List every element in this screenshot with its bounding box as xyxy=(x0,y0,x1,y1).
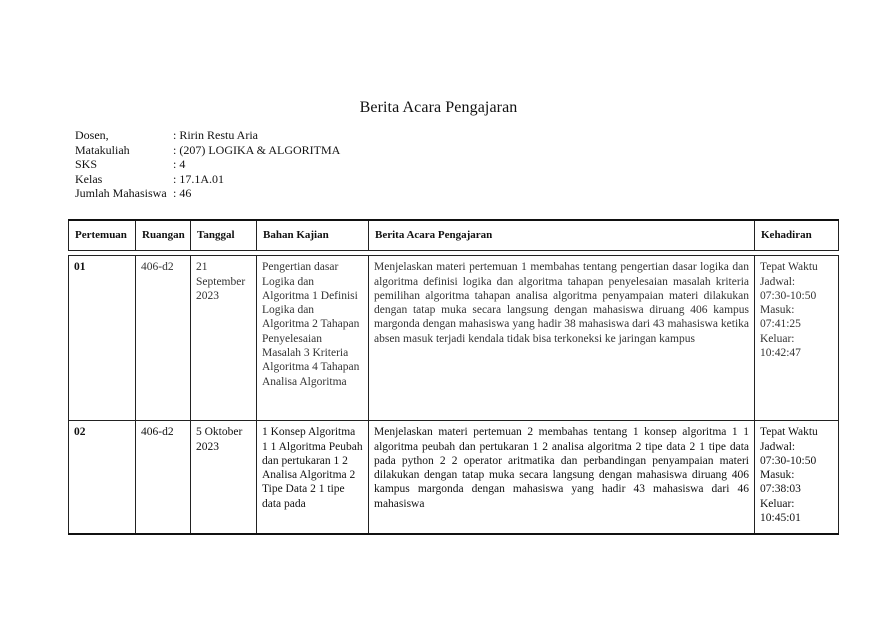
info-label: Kelas xyxy=(75,171,103,186)
info-value: : 17.1A.01 xyxy=(173,171,224,186)
info-row-jumlah-mahasiswa xyxy=(75,186,340,201)
teaching-report-table xyxy=(68,219,839,535)
info-label: Matakuliah xyxy=(75,142,130,157)
column-header-kehadiran: Kehadiran xyxy=(755,220,839,251)
kehadiran-keluar-label: Keluar: xyxy=(760,497,795,510)
info-row-matakuliah xyxy=(75,143,340,158)
info-row-kelas xyxy=(75,172,340,187)
kehadiran-keluar-value: 10:45:01 xyxy=(760,512,801,525)
cell-tanggal: 5 Oktober 2023 xyxy=(191,421,257,535)
cell-ruangan: 406-d2 xyxy=(136,256,191,421)
kehadiran-jadwal-label: Jadwal: xyxy=(760,275,796,288)
table-row xyxy=(69,421,839,535)
cell-berita-acara: Menjelaskan materi pertemuan 1 membahas tentang pengertian dasar logika dan algoritma definisi logika dan algoritma tahapan penyelesaian masalah kriteria pemilihan algoritma tahapan analisa algoritma penyampaian materi dilakukan dengan tatap muka secara langsung dengan mahasiswa diruang 406 kampus margonda dengan mahasiswa yang hadir 38 mahasiswa dari 43 mahasiswa ketika absen masuk terjadi kendala tidak bisa terkoneksi ke jaringan kampus xyxy=(369,256,755,421)
cell-pertemuan: 02 xyxy=(69,421,136,535)
kehadiran-masuk-value: 07:38:03 xyxy=(760,483,801,496)
cell-kehadiran xyxy=(755,256,839,421)
kehadiran-jadwal-value: 07:30-10:50 xyxy=(760,289,817,302)
kehadiran-status: Tepat Waktu xyxy=(760,426,818,439)
info-label: SKS xyxy=(75,157,98,171)
cell-bahan-kajian: 1 Konsep Algoritma 1 1 Algoritma Peubah dan pertukaran 1 2 Analisa Algoritma 2 Tipe Data 2 1 tipe data pada xyxy=(257,421,369,535)
column-header-pertemuan: Pertemuan xyxy=(69,220,136,251)
kehadiran-jadwal-label: Jadwal: xyxy=(760,440,796,453)
info-value: : 46 xyxy=(173,186,192,200)
column-header-ruangan: Ruangan xyxy=(136,220,191,251)
table-row xyxy=(69,256,839,421)
info-value: : 4 xyxy=(173,157,186,171)
info-label: Dosen, xyxy=(75,128,109,142)
cell-bahan-kajian: Pengertian dasar Logika dan Algoritma 1 Definisi Logika dan Algoritma 2 Tahapan Penyelesaian Masalah 3 Kriteria Algoritma 4 Tahapan Analisa Algoritma xyxy=(257,256,369,421)
kehadiran-keluar-label: Keluar: xyxy=(760,332,795,345)
info-row-sks xyxy=(75,157,340,172)
kehadiran-masuk-label: Masuk: xyxy=(760,469,795,482)
cell-ruangan: 406-d2 xyxy=(136,421,191,535)
info-value: : (207) LOGIKA & ALGORITMA xyxy=(173,142,341,157)
cell-pertemuan: 01 xyxy=(69,256,136,421)
cell-berita-acara: Menjelaskan materi pertemuan 2 membahas tentang 1 konsep algoritma 1 1 algoritma peubah dan pertukaran 1 2 analisa algoritma 2 tipe data 2 1 tipe data pada python 2 2 operator aritmatika dan perbandingan penyampaian materi dilakukan dengan tatap muka secara langsung dengan mahasiswa diruang 406 kampus margonda dengan mahasiswa yang hadir 43 mahasiswa dari 46 mahasiswa xyxy=(369,421,755,535)
page-title: Berita Acara Pengajaran xyxy=(359,99,518,116)
info-row-dosen xyxy=(75,128,340,143)
cell-tanggal: 21 September 2023 xyxy=(191,256,257,421)
kehadiran-masuk-label: Masuk: xyxy=(760,304,795,317)
info-value: : Ririn Restu Aria xyxy=(173,128,258,142)
course-info xyxy=(75,128,340,201)
cell-kehadiran xyxy=(755,421,839,535)
column-header-berita-acara: Berita Acara Pengajaran xyxy=(369,220,755,251)
column-header-bahan-kajian: Bahan Kajian xyxy=(257,220,369,251)
kehadiran-jadwal-value: 07:30-10:50 xyxy=(760,454,817,467)
column-header-tanggal: Tanggal xyxy=(191,220,257,251)
kehadiran-keluar-value: 10:42:47 xyxy=(760,347,801,360)
kehadiran-masuk-value: 07:41:25 xyxy=(760,318,801,331)
table-header-row xyxy=(69,220,839,251)
kehadiran-status: Tepat Waktu xyxy=(760,261,818,274)
info-label: Jumlah Mahasiswa xyxy=(75,186,167,200)
